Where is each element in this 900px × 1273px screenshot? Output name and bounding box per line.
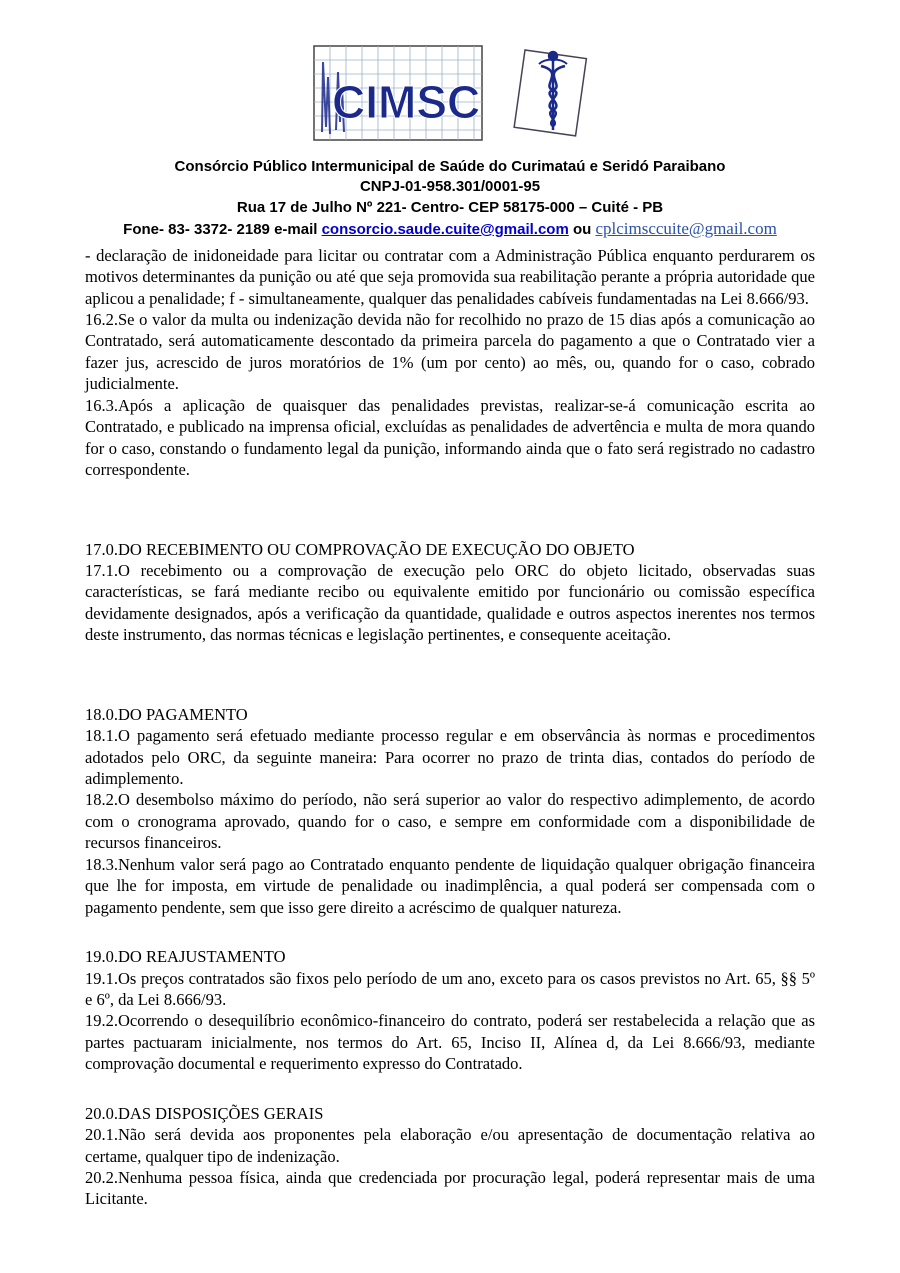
document-paragraph: 20.1.Não será devida aos proponentes pela elaboração e/ou apresentação de documentação relativa ao certame, qualquer tipo de indenização. (85, 1125, 815, 1166)
organization-logo (85, 42, 815, 147)
document-paragraph: 19.1.Os preços contratados são fixos pelo período de um ano, exceto para os casos previstos no Art. 65, §§ 5º e 6º, da Lei 8.666/93. (85, 968, 815, 1009)
organization-name: Consórcio Público Intermunicipal de Saúde do Curimataú e Seridó Paraibano (174, 158, 726, 175)
document-paragraph: 18.1.O pagamento será efetuado mediante processo regular e em observância às normas e procedimentos adotados pelo ORC, da seguinte maneira: Para ocorrer no prazo de trinta dias, contados do período de adimplemento. (85, 726, 815, 788)
document-body (85, 245, 815, 1210)
address-line: Rua 17 de Julho Nº 221- Centro- CEP 58175-000 – Cuité - PB (236, 198, 664, 216)
section-heading-19: 19.0.DO REAJUSTAMENTO (85, 947, 286, 967)
contact-line (85, 218, 815, 241)
document-paragraph: 16.2.Se o valor da multa ou indenização devida não for recolhido no prazo de 15 dias após a comunicação ao Contratado, será automaticamente descontado da primeira parcela do pagamento a que o Contratado vier a fazer jus, acrescido de juros moratórios de 1% (um por cento) ao mês, ou, quando for o caso, cobrado judicialmente. (85, 310, 815, 394)
phone-label: Fone- 83- 3372- 2189 e-mail (123, 220, 322, 238)
logo-text: CIMSC (332, 76, 481, 128)
document-paragraph: - declaração de inidoneidade para licitar ou contratar com a Administração Pública enquanto perdurarem os motivos determinantes da punição ou até que seja promovida sua reabilitação perante a própria autoridade que aplicou a penalidade; f - simultaneamente, qualquer das penalidades cabíveis fundamentadas na Lei 8.666/93. (85, 245, 815, 308)
document-paragraph: 19.2.Ocorrendo o desequilíbrio econômico-financeiro do contrato, poderá ser restabelecida a relação que as partes pactuaram inicialmente, nos termos do Art. 65, Inciso II, Alínea d, da Lei 8.666/93, mediante comprovação documental e requerimento expresso do Contratado. (85, 1011, 815, 1074)
document-header (85, 157, 815, 241)
section-heading-18: 18.0.DO PAGAMENTO (85, 704, 248, 724)
section-heading-17: 17.0.DO RECEBIMENTO OU COMPROVAÇÃO DE EXECUÇÃO DO OBJETO (85, 539, 635, 559)
document-paragraph: 16.3.Após a aplicação de quaisquer das penalidades previstas, realizar-se-á comunicação escrita ao Contratado, e publicado na imprensa oficial, excluídas as penalidades de advertência e multa de mora quando for o caso, constando o fundamento legal da punição, informando ainda que o fato será registrado no cadastro correspondente. (85, 395, 815, 480)
cimsc-logo-icon (310, 42, 590, 147)
email-separator: ou (568, 220, 596, 238)
email-link-secondary[interactable]: cplcimsccuite@gmail.com (595, 218, 777, 238)
document-paragraph: 17.1.O recebimento ou a comprovação de execução pelo ORC do objeto licitado, observadas suas características, se fará mediante recibo ou equivalente emitido por funcionário ou comissão específica devidamente designados, após a verificação da quantidade, qualidade e outros aspectos inerentes nos termos deste instrumento, das normas técnicas e legislação pertinentes, e consequente aceitação. (85, 560, 815, 645)
section-heading-20: 20.0.DAS DISPOSIÇÕES GERAIS (85, 1103, 324, 1123)
document-paragraph: 20.2.Nenhuma pessoa física, ainda que credenciada por procuração legal, poderá representar mais de uma Licitante. (85, 1168, 815, 1209)
email-link-primary[interactable]: consorcio.saude.cuite@gmail.com (321, 220, 569, 238)
cnpj-line: CNPJ-01-958.301/0001-95 (359, 178, 541, 196)
document-paragraph: 18.2.O desembolso máximo do período, não será superior ao valor do respectivo adimplemento, de acordo com o cronograma aprovado, quando for o caso, e sempre em conformidade com a disponibilidade de recursos financeiros. (85, 790, 815, 853)
document-paragraph: 18.3.Nenhum valor será pago ao Contratado enquanto pendente de liquidação qualquer obrigação financeira que lhe for imposta, em virtude de penalidade ou inadimplência, a qual poderá ser compensada com o pagamento pendente, sem que isso gere direito a acréscimo de qualquer natureza. (85, 854, 815, 917)
